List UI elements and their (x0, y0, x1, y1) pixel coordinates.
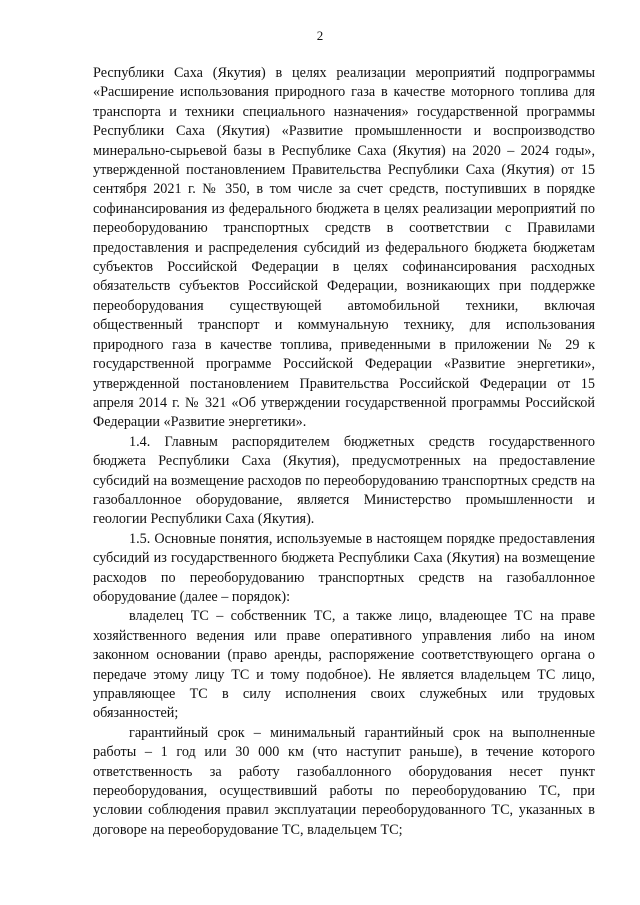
paragraph-continuation: Республики Саха (Якутия) в целях реализации мероприятий подпрограммы «Расширение использования природного газа в качестве моторного топлива для транспорта и техники специального назначения» государственной программы Республики Саха (Якутия) «Развитие промышленности и воспроизводство минерально-сырьевой базы в Республике Саха (Якутия) на 2020 – 2024 годы», утвержденной постановлением Правительства Республики Саха (Якутия) от 15 сентября 2021 г. № 350, в том числе за счет средств, поступивших в порядке софинансирования из федерального бюджета в целях реализации мероприятий по переоборудованию транспортных средств в соответствии с Правилами предоставления и распределения субсидий из федерального бюджета бюджетам субъектов Российской Федерации в целях софинансирования расходных обязательств субъектов Российской Федерации, возникающих при поддержке переоборудования существующей автомобильной техники, включая общественный транспорт и коммунальную технику, для использования природного газа в качестве топлива, приведенными в приложении № 29 к государственной программе Российской Федерации «Развитие энергетики», утвержденной постановлением Правительства Российской Федерации от 15 апреля 2014 г. № 321 «Об утверждении государственной программы Российской Федерации «Развитие энергетики». (93, 65, 595, 431)
document-body (93, 64, 595, 840)
paragraph-1-4: 1.4. Главным распорядителем бюджетных средств государственного бюджета Республики Саха (Якутия), предусмотренных на предоставление субсидий на возмещение расходов по переоборудованию транспортных средств на газобаллонное оборудование, является Министерство промышленности и геологии Республики Саха (Якутия). (93, 433, 595, 528)
definition-warranty-period: гарантийный срок – минимальный гарантийный срок на выполненные работы – 1 год или 30 000 км (что наступит раньше), в течение которого ответственность за работу газобаллонного оборудования несет пункт переоборудования, осуществивший работы по переоборудованию ТС, при условии соблюдения правил эксплуатации переоборудованного ТС, указанных в договоре на переоборудование ТС, владельцем ТС; (93, 724, 595, 838)
page-number: 2 (316, 28, 324, 43)
paragraph-1-5: 1.5. Основные понятия, используемые в настоящем порядке предоставления субсидий из государственного бюджета Республики Саха (Якутия) на возмещение расходов по переоборудованию транспортных средств на газобаллонное оборудование (далее – порядок): (93, 530, 595, 605)
definition-vehicle-owner: владелец ТС – собственник ТС, а также лицо, владеющее ТС на праве хозяйственного ведения или праве оперативного управления либо на ином законном основании (право аренды, распоряжение соответствующего органа о передаче этому лицу ТС и тому подобное). Не является владельцем ТС лицо, управляющее ТС в силу исполнения своих служебных или трудовых обязанностей; (93, 608, 595, 722)
